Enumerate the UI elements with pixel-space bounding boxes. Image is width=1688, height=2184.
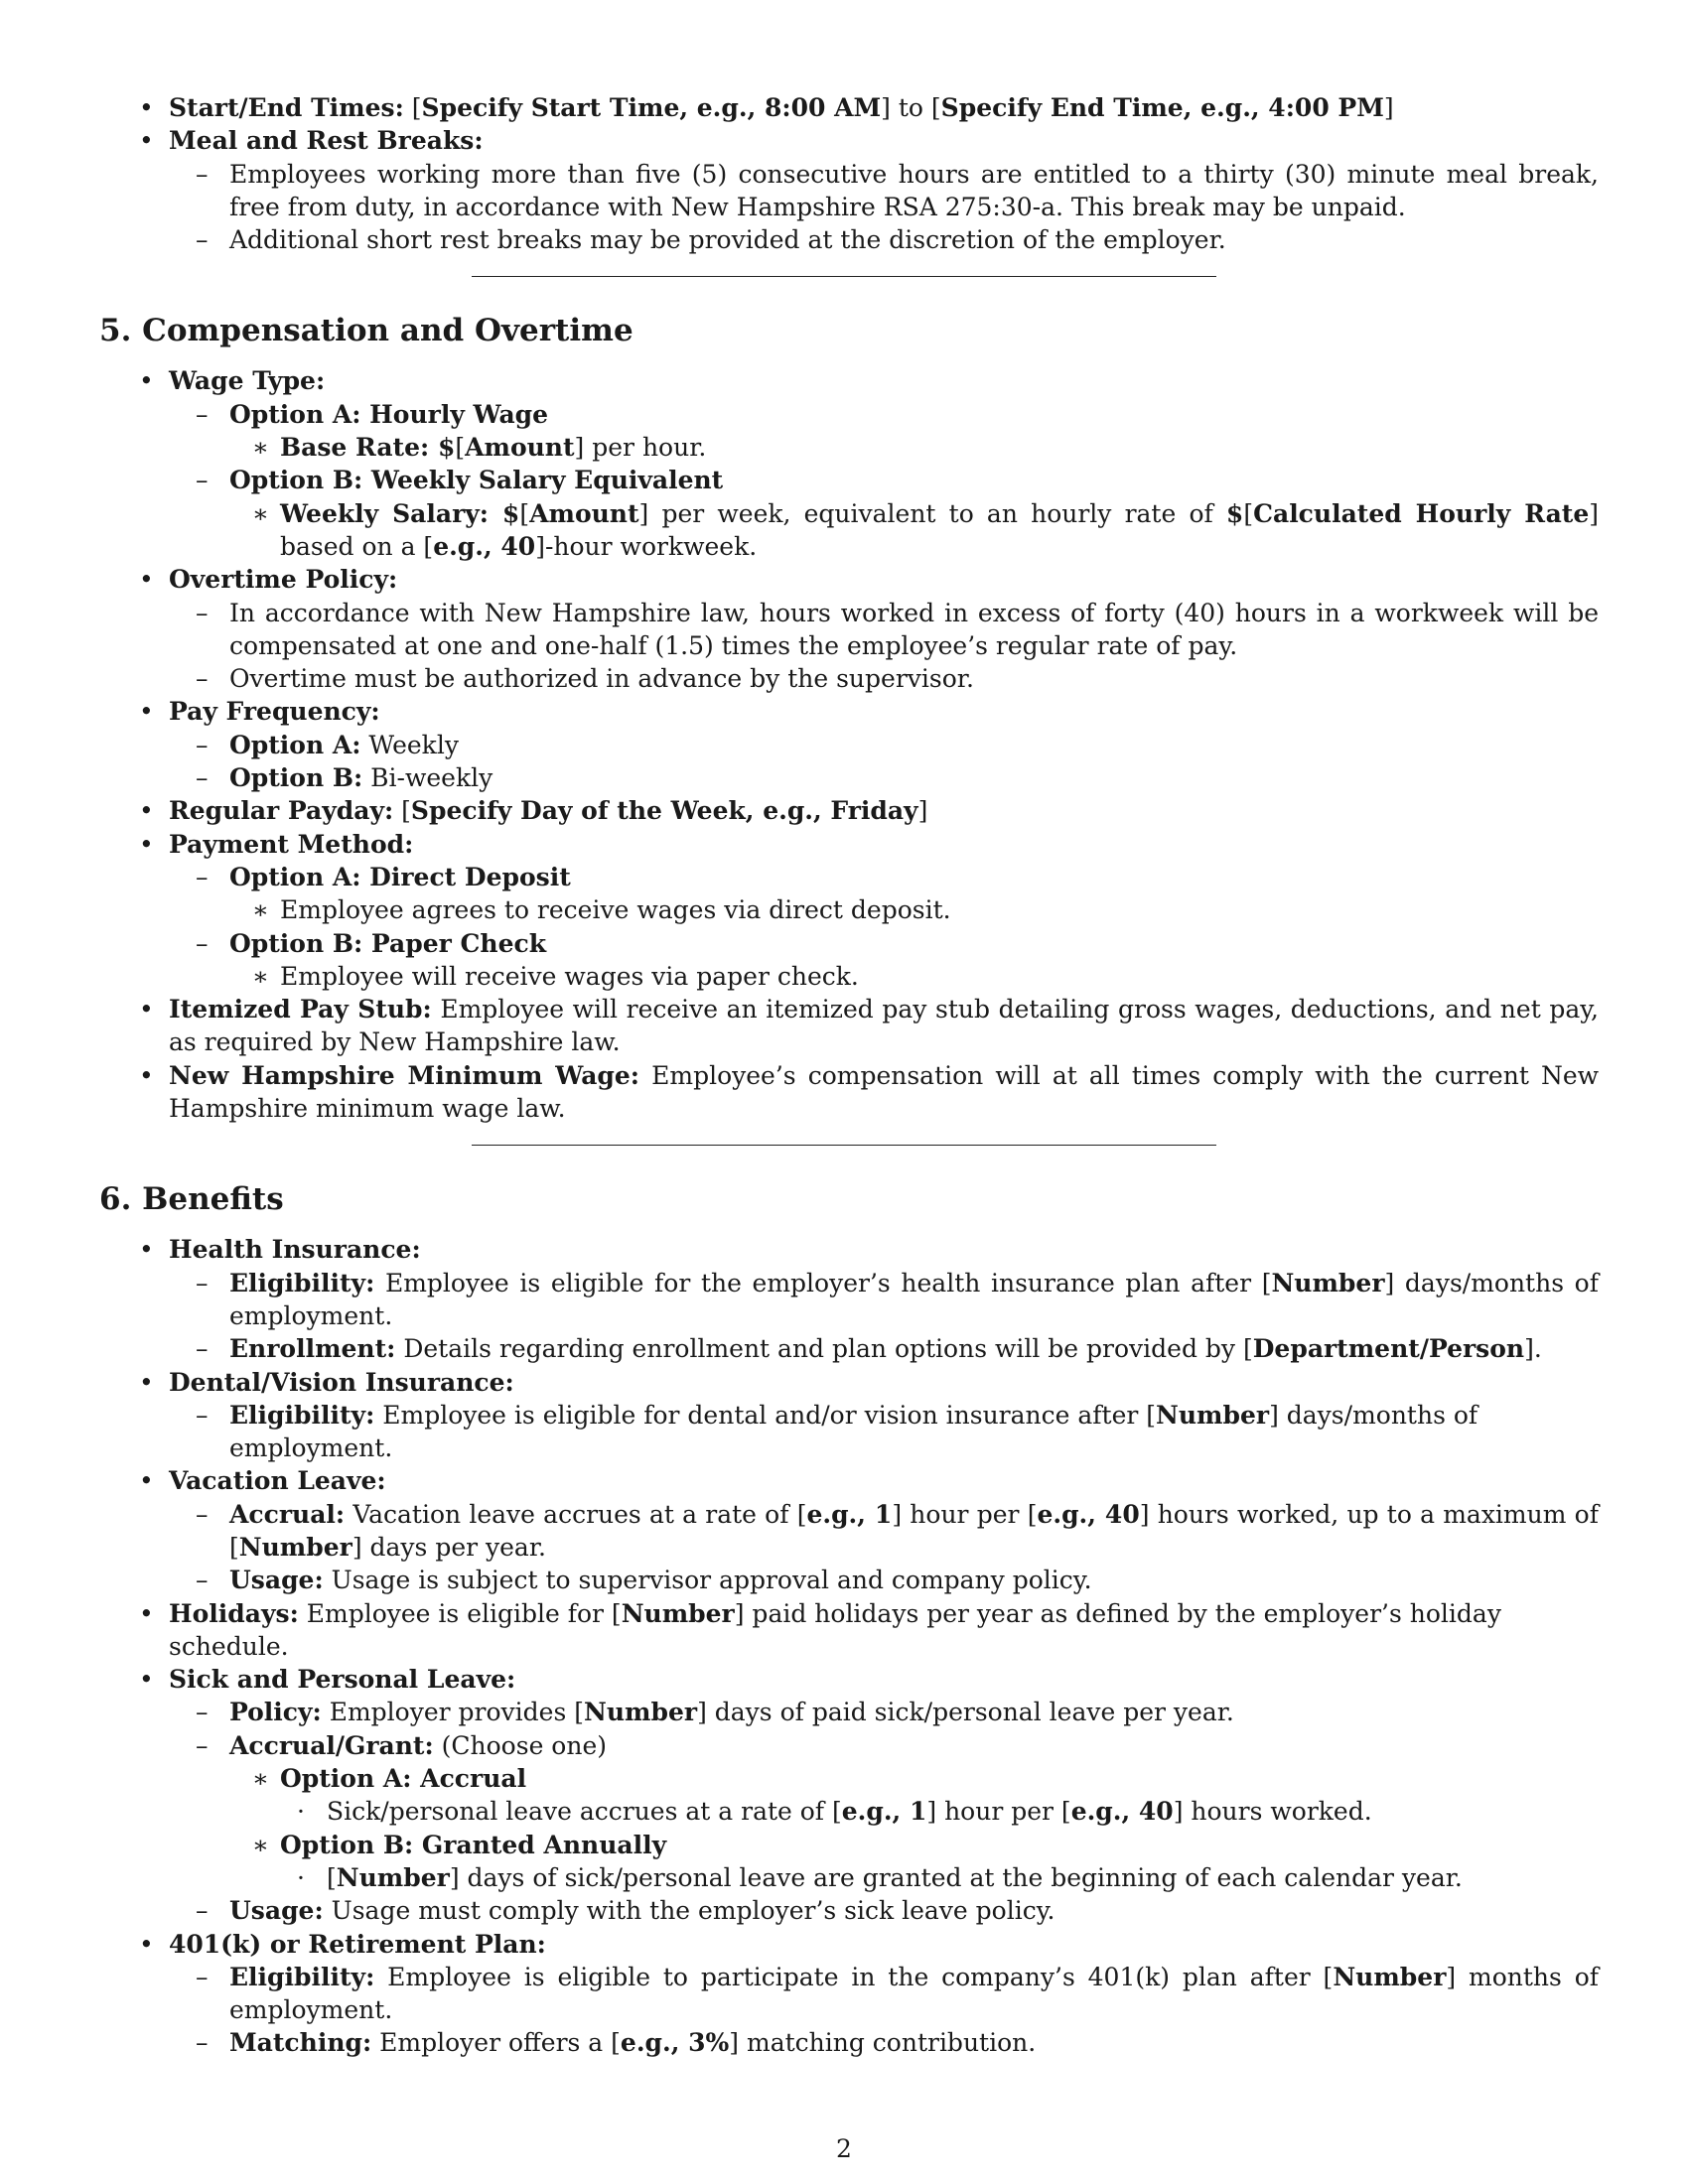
list-item: • Sick and Personal Leave: (99, 1663, 1599, 1696)
dash-icon: – (196, 1334, 209, 1364)
list-item: ∗ Option B: Granted Annually (99, 1829, 1599, 1861)
list-item: – Option B: Paper Check (99, 927, 1599, 960)
dash-icon: – (196, 1962, 209, 1991)
asterisk-icon: ∗ (252, 433, 269, 463)
dash-icon: – (196, 225, 209, 255)
section-divider (472, 1145, 1216, 1146)
dot-icon: · (297, 1862, 305, 1892)
bullet-icon: • (139, 1598, 154, 1628)
list-item: • Start/End Times: [Specify Start Time, e.g., 8:00 AM] to [Specify End Time, e.g., 4:00 PM] (99, 91, 1599, 124)
bullet-icon: • (139, 1367, 154, 1397)
list-item: – Employees working more than five (5) consecutive hours are entitled to a thirty (30) minute meal break, free from duty, in accordance with New Hampshire RSA 275:30-a. This break may be unpaid. (196, 159, 1599, 221)
list-item: • Holidays: Employee is eligible for [Number] paid holidays per year as defined by the employer’s holiday schedule. (139, 1598, 1501, 1661)
page-number: 2 (836, 2134, 852, 2163)
list-item: • Vacation Leave: (99, 1464, 1599, 1497)
list-item: – Accrual: Vacation leave accrues at a rate of [e.g., 1] hour per [e.g., 40] hours worked, up to a maximum of [Number] days per year. (196, 1499, 1599, 1562)
bullet-icon: • (139, 829, 154, 859)
dash-icon: – (196, 1268, 209, 1297)
section-heading: 6. Benefits (99, 1181, 284, 1218)
bullet-icon: • (139, 93, 154, 122)
list-item: • Payment Method: (99, 828, 1599, 861)
list-item: – Eligibility: Employee is eligible to participate in the company’s 401(k) plan after [Number] months of employment. (196, 1962, 1599, 2025)
list-item: • Itemized Pay Stub: Employee will receive an itemized pay stub detailing gross wages, deductions, and net pay, as required by New Hampshire law. (139, 995, 1599, 1057)
list-item: – Additional short rest breaks may be provided at the discretion of the employer. (99, 223, 1599, 256)
list-item: • Wage Type: (99, 364, 1599, 397)
benefits-list (99, 1233, 1599, 2059)
asterisk-icon: ∗ (252, 1764, 269, 1794)
dash-icon: – (196, 862, 209, 891)
dash-icon: – (196, 2028, 209, 2058)
work-schedule-list (99, 91, 1599, 256)
list-item: – In accordance with New Hampshire law, hours worked in excess of forty (40) hours in a workweek will be compensated at one and one-half (1.5) times the employee’s regular rate of pay. (196, 598, 1599, 660)
list-item: – Enrollment: Details regarding enrollment and plan options will be provided by [Department/Person]. (99, 1332, 1599, 1365)
list-item: – Option A: Weekly (99, 729, 1599, 761)
list-item: • Meal and Rest Breaks: (99, 124, 1599, 157)
dash-icon: – (196, 466, 209, 495)
bullet-icon: • (139, 1929, 154, 1959)
section-heading: 5. Compensation and Overtime (99, 313, 633, 349)
bullet-icon: • (139, 995, 154, 1024)
list-item: • New Hampshire Minimum Wage: Employee’s compensation will at all times comply with the current New Hampshire minimum wage law. (139, 1060, 1600, 1124)
dash-icon: – (196, 1400, 209, 1430)
list-item: • Health Insurance: (99, 1233, 1599, 1266)
dash-icon: – (196, 928, 209, 958)
dot-icon: · (297, 1797, 305, 1827)
list-item: · [Number] days of sick/personal leave are granted at the beginning of each calendar year. (99, 1861, 1599, 1894)
asterisk-icon: ∗ (252, 895, 269, 925)
bullet-icon: • (139, 697, 154, 727)
list-item: – Policy: Employer provides [Number] days of paid sick/personal leave per year. (99, 1696, 1599, 1728)
bullet-icon: • (139, 366, 154, 396)
list-item: ∗ Option A: Accrual (99, 1762, 1599, 1795)
list-item: – Matching: Employer offers a [e.g., 3%] matching contribution. (99, 2026, 1599, 2059)
bullet-icon: • (139, 565, 154, 595)
list-item: – Option A: Hourly Wage (99, 398, 1599, 431)
list-item: • Pay Frequency: (99, 695, 1599, 728)
list-item: ∗ Weekly Salary: $[Amount] per week, equivalent to an hourly rate of $[Calculated Hourly Rate] based on a [e.g., 40]-hour workweek. (252, 498, 1599, 561)
dash-icon: – (196, 1566, 209, 1595)
document-body (99, 91, 1599, 2060)
dash-icon: – (196, 399, 209, 429)
compensation-list (99, 364, 1599, 1125)
list-item: – Accrual/Grant: (Choose one) (99, 1729, 1599, 1762)
dash-icon: – (196, 730, 209, 759)
bullet-icon: • (139, 126, 154, 156)
list-item: • Overtime Policy: (99, 563, 1599, 596)
list-item: • Dental/Vision Insurance: (99, 1366, 1599, 1399)
bullet-icon: • (139, 1060, 154, 1090)
list-item: • 401(k) or Retirement Plan: (99, 1928, 1599, 1961)
bullet-icon: • (139, 1466, 154, 1496)
list-item: • Regular Payday: [Specify Day of the Week, e.g., Friday] (99, 794, 1599, 827)
list-item: – Usage: Usage must comply with the employer’s sick leave policy. (99, 1894, 1599, 1927)
list-item: ∗ Employee will receive wages via paper check. (99, 960, 1599, 993)
dash-icon: – (196, 1896, 209, 1926)
asterisk-icon: ∗ (252, 961, 269, 991)
bullet-icon: • (139, 1235, 154, 1265)
dash-icon: – (196, 763, 209, 793)
list-item: – Eligibility: Employee is eligible for dental and/or vision insurance after [Number] days/months of employment. (196, 1400, 1478, 1463)
list-item: – Overtime must be authorized in advance by the supervisor. (99, 662, 1599, 695)
dash-icon: – (196, 159, 209, 189)
list-item: – Option A: Direct Deposit (99, 861, 1599, 893)
bullet-icon: • (139, 796, 154, 826)
bullet-icon: • (139, 1665, 154, 1695)
asterisk-icon: ∗ (252, 1830, 269, 1859)
dash-icon: – (196, 1499, 209, 1529)
list-item: · Sick/personal leave accrues at a rate of [e.g., 1] hour per [e.g., 40] hours worked. (99, 1795, 1599, 1828)
list-item: – Eligibility: Employee is eligible for the employer’s health insurance plan after [Number] days/months of employment. (196, 1268, 1599, 1330)
list-item: ∗ Employee agrees to receive wages via direct deposit. (99, 893, 1599, 926)
list-item: – Option B: Bi-weekly (99, 761, 1599, 794)
section-divider (472, 276, 1216, 277)
list-item: – Usage: Usage is subject to supervisor approval and company policy. (99, 1564, 1599, 1596)
dash-icon: – (196, 1730, 209, 1760)
list-item: ∗ Base Rate: $[Amount] per hour. (99, 431, 1599, 464)
dash-icon: – (196, 598, 209, 627)
list-item: – Option B: Weekly Salary Equivalent (99, 464, 1599, 496)
asterisk-icon: ∗ (252, 498, 269, 528)
dash-icon: – (196, 664, 209, 694)
dash-icon: – (196, 1698, 209, 1727)
